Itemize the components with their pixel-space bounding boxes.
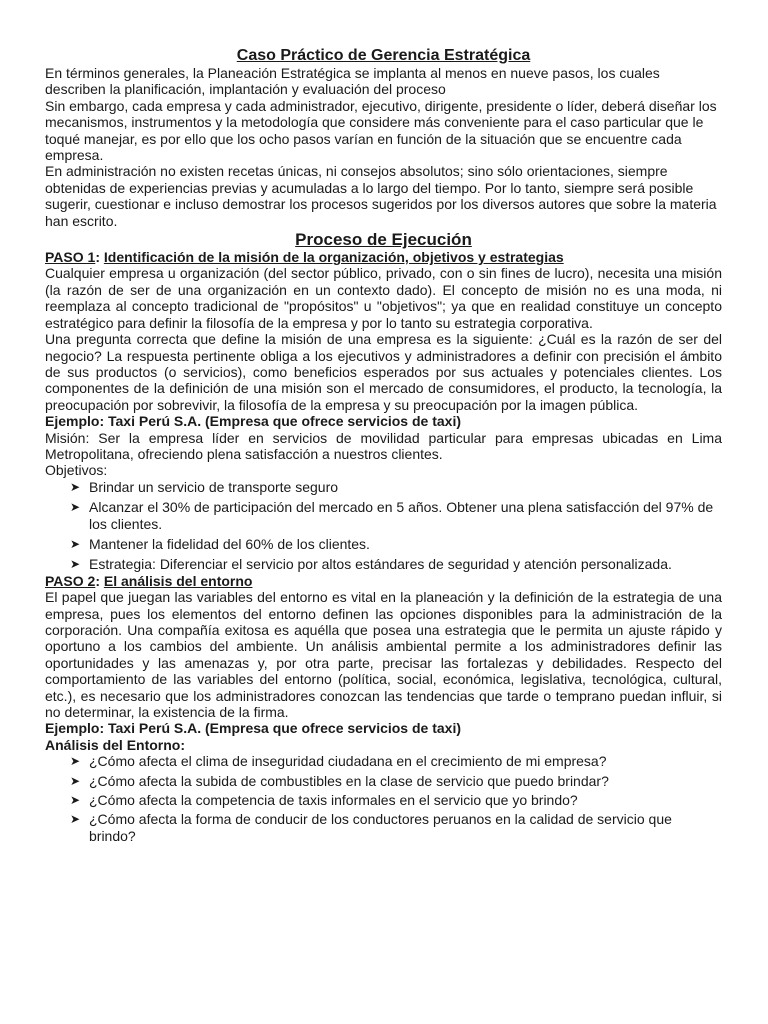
list-item: ➤ Brindar un servicio de transporte seguro — [70, 478, 339, 495]
arrow-bullet-icon: ➤ — [70, 536, 81, 551]
paso1-paragraph-2: Una pregunta correcta que define la misión de una empresa es la siguiente: ¿Cuál es la razón de ser del negocio? La respuesta pertinente obliga a los ejecutivos y administradores a definir con precisión el ámbito de sus productos (o servicios), como beneficios esperados por sus actuales y potenciales clientes. Los componentes de la definición de una misión son el mercado de consumidores, el producto, la tecnología, la preocupación por sobrevivir, la filosofía de la empresa y su preocupación por la imagen pública. — [45, 331, 722, 413]
objetivos-list — [45, 479, 722, 573]
preguntas-list — [45, 753, 722, 844]
list-item: ➤ Mantener la fidelidad del 60% de los clientes. — [70, 535, 370, 552]
paso1-example: Ejemplo: Taxi Perú S.A. (Empresa que ofrece servicios de taxi) — [45, 413, 462, 430]
list-item: ➤ Estrategia: Diferenciar el servicio por altos estándares de seguridad y atención personalizada. — [70, 556, 672, 573]
arrow-bullet-icon: ➤ — [70, 557, 81, 572]
paso2-paragraph-1: El papel que juegan las variables del entorno es vital en la planeación y la definición de la estrategia de una empresa, pues los elementos del entorno definen las opciones disponibles para la administración de la corporación. Una compañía exitosa es aquélla que posea una estrategia que le permita un ajuste rápido y oportuno a los cambios del ambiente. Un análisis ambiental permite a los administradores definir las oportunidades y las amenazas y, por otra parte, precisar las fortalezas y debilidades. Respecto del comportamiento de las variables del entorno (política, social, económica, legislativa, tecnológica, cultural, etc.), es necesario que los administradores conozcan las tendencias que tarde o temprano puedan influir, si no determinar, la existencia de la firma. — [45, 589, 722, 721]
list-item: ➤ ¿Cómo afecta la competencia de taxis informales en el servicio que yo brindo? — [70, 792, 578, 809]
document-page — [45, 47, 722, 847]
arrow-bullet-icon: ➤ — [70, 812, 81, 827]
list-item: ➤ ¿Cómo afecta el clima de inseguridad ciudadana en el crecimiento de mi empresa? — [70, 753, 607, 770]
arrow-bullet-icon: ➤ — [70, 773, 81, 788]
paso2-analisis-label: Análisis del Entorno: — [45, 736, 186, 753]
paso2-heading-text: El análisis del entorno — [103, 572, 253, 589]
arrow-bullet-icon: ➤ — [70, 500, 81, 515]
paso2-label: PASO 2 — [45, 572, 96, 589]
arrow-bullet-icon: ➤ — [70, 793, 81, 808]
intro-paragraph-1: En términos generales, la Planeación Estratégica se implanta al menos en nueve pasos, los cuales describen la planificación, implantación y evaluación del proceso — [45, 65, 660, 98]
intro-paragraph-3: En administración no existen recetas únicas, ni consejos absolutos; sino sólo orientaciones, siempre obtenidas de experiencias previas y acumuladas a lo largo del tiempo. Por lo tanto, siempre será posible sugerir, cuestionar e incluso demostrar los procesos sugeridos por los diversos autores que sobre la materia han escrito. — [45, 163, 717, 229]
intro-paragraph-2: Sin embargo, cada empresa y cada administrador, ejecutivo, dirigente, presidente o líder, deberá diseñar los mecanismos, instrumentos y la metodología que considere más conveniente para el caso particular que le toqué manejar, es por ello que los ocho pasos varían en función de la situación que se encuentre cada empresa. — [45, 97, 717, 164]
arrow-bullet-icon: ➤ — [70, 754, 81, 769]
paso1-label: PASO 1 — [45, 249, 96, 266]
list-item: ➤ ¿Cómo afecta la forma de conducir de los conductores peruanos en la calidad de servicio que brindo? — [70, 811, 672, 844]
paso2-example: Ejemplo: Taxi Perú S.A. (Empresa que ofrece servicios de taxi) — [45, 720, 462, 737]
list-item: ➤ Alcanzar el 30% de participación del mercado en 5 años. Obtener una plena satisfacción del 97% de los clientes. — [70, 499, 714, 532]
paso2-heading: PASO 2: El análisis del entorno — [45, 572, 253, 589]
paso1-mision: Misión: Ser la empresa líder en servicios de movilidad particular para empresas ubicadas en Lima Metropolitana, ofreciendo plena satisfacción a nuestros clientes. — [45, 429, 722, 462]
document-title: Caso Práctico de Gerencia Estratégica — [236, 47, 531, 64]
paso1-paragraph-1: Cualquier empresa u organización (del sector público, privado, con o sin fines de lucro), necesita una misión (la razón de ser de una organización en un contexto dado). El concepto de misión no es una moda, ni reemplaza al concepto tradicional de "propósitos" u "objetivos"; ya que en realidad constituye un concepto estratégico para definir la filosofía de la empresa y por lo tanto su estrategia corporativa. — [45, 265, 722, 331]
paso1-heading-text: Identificación de la misión de la organización, objetivos y estrategias — [103, 249, 564, 266]
section-title: Proceso de Ejecución — [295, 230, 472, 250]
list-item: ➤ ¿Cómo afecta la subida de combustibles en la clase de servicio que puedo brindar? — [70, 772, 609, 789]
paso1-heading: PASO 1: Identificación de la misión de la organización, objetivos y estrategias — [45, 249, 564, 266]
arrow-bullet-icon: ➤ — [70, 479, 81, 494]
paso1-objetivos-label: Objetivos: — [45, 462, 108, 479]
